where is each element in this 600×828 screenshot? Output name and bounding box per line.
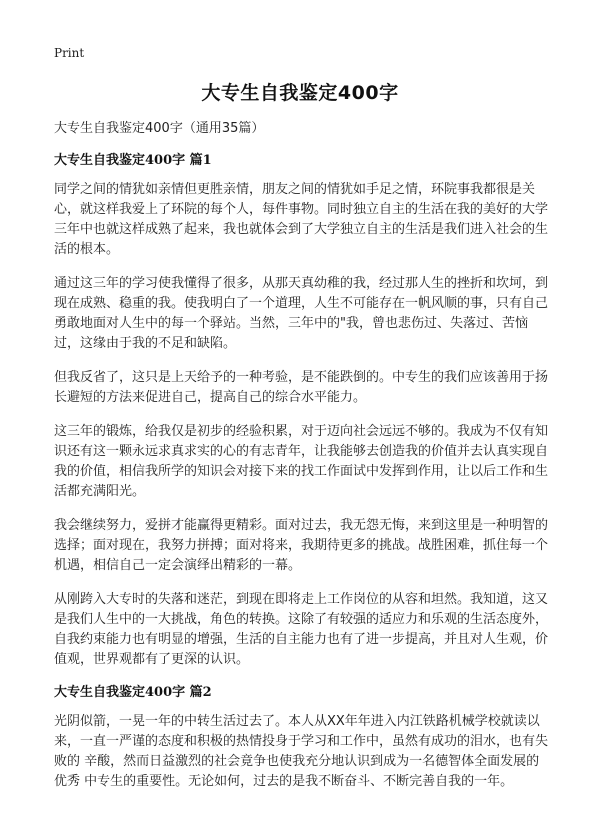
section-1 <box>54 152 550 670</box>
document-subtitle: 大专生自我鉴定400字（通用35篇） <box>54 121 265 136</box>
paragraph: 同学之间的情犹如亲情但更胜亲情，朋友之间的情犹如手足之情，环院事我都很是关心，就这样我爱上了环院的每个人，每件事物。同时独立自主的生活在我的美好的大学三年中也就这样成熟了起来，我也就体会到了大学独立自主的生活是我们进入社会的生活的根本。 <box>54 182 549 257</box>
paragraph: 我会继续努力，爱拼才能赢得更精彩。面对过去，我无怨无悔，来到这里是一种明智的选择；面对现在，我努力拼搏；面对将来，我期待更多的挑战。战胜困难，抓住每一个机遇，相信自己一定会演绎出精彩的一幕。 <box>54 518 549 573</box>
paragraph: 光阴似箭，一晃一年的中转生活过去了。本人从XX年年进入内江铁路机械学校就读以来，一直一严谨的态度和积极的热情投身于学习和工作中，虽然有成功的泪水，也有失败的 辛酸，然而日益激烈的社会竟争也使我充分地认识到成为一名德智体全面发展的优秀 中专生的重要性。无论如何，过去的是我不断奋斗、不断完善自我的一年。 <box>54 714 549 789</box>
paragraph: 通过这三年的学习使我懂得了很多，从那天真幼稚的我，经过那人生的挫折和坎坷，到现在成熟、稳重的我。使我明白了一个道理，人生不可能存在一帆风顺的事，只有自己勇敢地面对人生中的每一个驿站。当然，三年中的"我，曾也悲伤过、失落过、苦恼过，这缘由于我的不足和缺陷。 <box>54 276 549 351</box>
print-link[interactable]: Print <box>54 46 85 60</box>
paragraph: 从刚跨入大专时的失落和迷茫，到现在即将走上工作岗位的从容和坦然。我知道，这又是我们人生中的一大挑战，角色的转换。这除了有较强的适应力和乐观的生活态度外，自我约束能力也有明显的增强，生活的自主能力也有了进一步提高，并且对人生观，价值观，世界观都有了更深的认识。 <box>54 592 549 667</box>
section-heading: 大专生自我鉴定400字 篇2 <box>54 685 212 700</box>
paragraph: 但我反省了，这只是上天给予的一种考验，是不能跌倒的。中专生的我们应该善用于扬长避短的方法来促进自己，提高自己的综合水平能力。 <box>54 370 549 405</box>
page-title: 大专生自我鉴定400字 <box>201 82 399 104</box>
document-content <box>54 120 550 806</box>
paragraph: 这三年的锻炼，给我仅是初步的经验积累，对于迈向社会远远不够的。我成为不仅有知识还有这一颗永远求真求实的心的有志青年，让我能够去创造我的价值并去认真实现自我的价值，相信我所学的知识会对接下来的找工作面试中发挥到作用，让以后工作和生活都充满阳光。 <box>54 424 549 499</box>
section-2 <box>54 684 550 792</box>
section-heading: 大专生自我鉴定400字 篇1 <box>54 153 212 168</box>
